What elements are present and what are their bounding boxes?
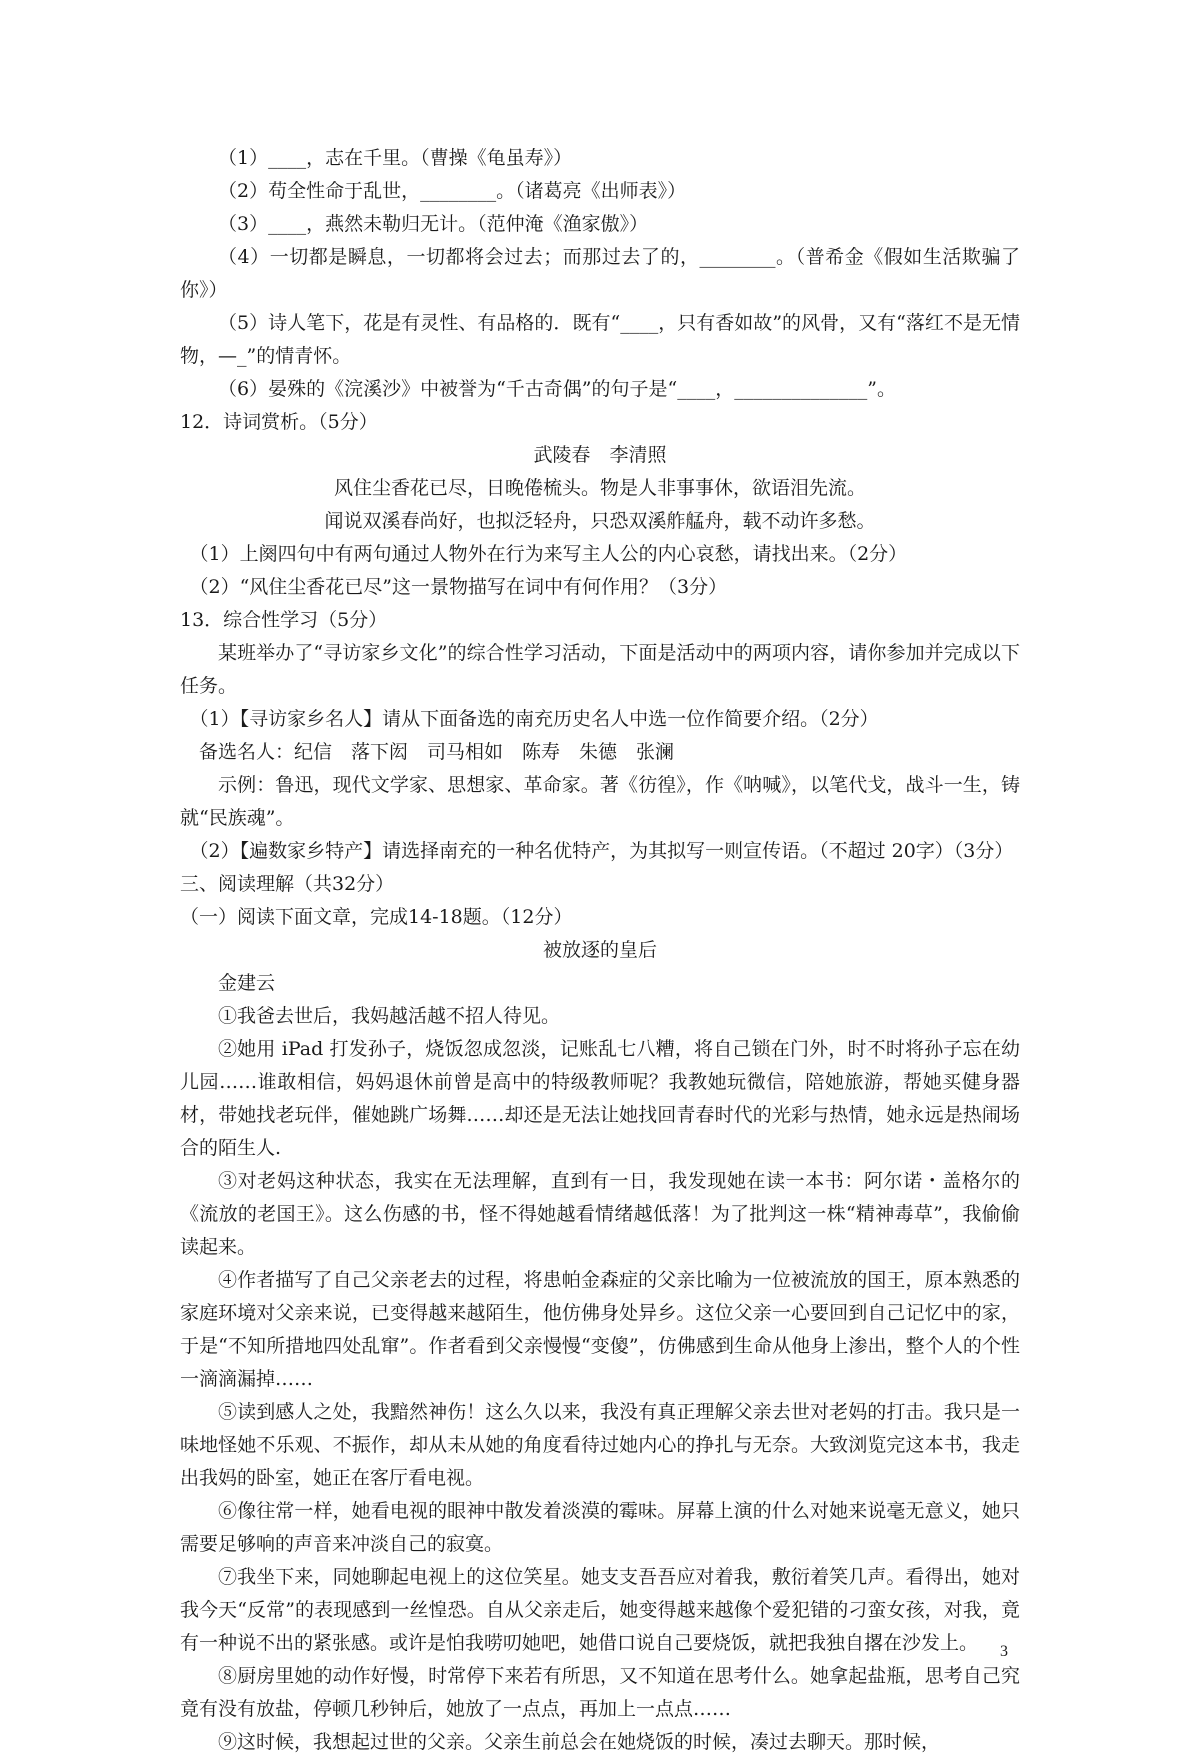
paragraph: ⑨这时候，我想起过世的父亲。父亲生前总会在她烧饭的时候，凑过去聊天。那时候， <box>218 1731 941 1753</box>
paragraph: ⑧厨房里她的动作好慢，时常停下来若有所思，又不知道在思考什么。她拿起盐瓶，思考自己究竟有没有放盐，停顿几秒钟后，她放了一点点，再加上一点点…… <box>180 1665 1020 1720</box>
section-heading: 三、阅读理解（共32分） <box>180 873 395 895</box>
text-line: （1）上阕四句中有两句通过人物外在行为来写主人公的内心哀愁，请找出来。（2分） <box>189 543 908 565</box>
question-heading: 12．诗词赏析。（5分） <box>180 411 378 433</box>
document-page <box>180 142 1020 1759</box>
text-line: （4）一切都是瞬息，一切都将会过去；而那过去了的，________。（普希金《假如生活欺骗了你》） <box>180 246 1020 301</box>
paragraph: ②她用 iPad 打发孙子，烧饭忽成忽淡，记账乱七八糟，将自己锁在门外，时不时将孙子忘在幼儿园……谁敢相信，妈妈退休前曾是高中的特级教师呢？我教她玩微信，陪她旅游，帮她买健身器材，带她找老玩伴，催她跳广场舞……却还是无法让她找回青春时代的光彩与热情，她永远是热闹场合的陌生人. <box>180 1038 1020 1159</box>
article-title: 被放逐的皇后 <box>542 939 657 961</box>
poem-line: 闻说双溪春尚好，也拟泛轻舟，只恐双溪舴艋舟，载不动许多愁。 <box>324 510 876 532</box>
paragraph: ⑤读到感人之处，我黯然神伤！这么久以来，我没有真正理解父亲去世对老妈的打击。我只是一味地怪她不乐观、不振作，却从未从她的角度看待过她内心的挣扎与无奈。大致浏览完这本书，我走出我妈的卧室，她正在客厅看电视。 <box>180 1401 1020 1489</box>
text-line: （6）晏殊的《浣溪沙》中被誉为“千古奇偶”的句子是“____，______________”。 <box>218 378 896 400</box>
paragraph: 某班举办了“寻访家乡文化”的综合性学习活动，下面是活动中的两项内容，请你参加并完成以下任务。 <box>180 642 1020 697</box>
paragraph: ③对老妈这种状态，我实在无法理解，直到有一日，我发现她在读一本书：阿尔诺・盖格尔的《流放的老国王》。这么伤感的书，怪不得她越看情绪越低落！为了批判这一株“精神毒草”，我偷偷读起来。 <box>180 1170 1020 1258</box>
question-heading: 13．综合性学习（5分） <box>180 609 388 631</box>
poem-title: 武陵春 李清照 <box>533 444 667 466</box>
paragraph: ①我爸去世后，我妈越活越不招人待见。 <box>218 1005 561 1027</box>
text-line: （2）“风住尘香花已尽”这一景物描写在词中有何作用？（3分） <box>189 576 728 598</box>
paragraph: 示例：鲁迅，现代文学家、思想家、革命家。著《彷徨》，作《呐喊》，以笔代戈，战斗一生，铸就“民族魂”。 <box>180 774 1020 829</box>
text-line: （3）____，燕然未勒归无计。（范仲淹《渔家傲》） <box>218 213 649 235</box>
text-line: （2）苟全性命于乱世，________。（诸葛亮《出师表》） <box>218 180 687 202</box>
paragraph: ④作者描写了自己父亲老去的过程，将患帕金森症的父亲比喻为一位被流放的国王，原本熟悉的家庭环境对父亲来说，已变得越来越陌生，他仿佛身处异乡。这位父亲一心要回到自己记忆中的家，于是“不知所措地四处乱窜”。作者看到父亲慢慢“变傻”，仿佛感到生命从他身上渗出，整个人的个性一滴滴漏掉…… <box>180 1269 1020 1390</box>
article-author: 金建云 <box>218 972 276 994</box>
paragraph: （2）【遍数家乡特产】请选择南充的一种名优特产，为其拟写一则宣传语。（不超过 20字）（3分） <box>189 840 1014 862</box>
paragraph: ⑦我坐下来，同她聊起电视上的这位笑星。她支支吾吾应对着我，敷衍着笑几声。看得出，她对我今天“反常”的表现感到一丝惶恐。自从父亲走后，她变得越来越像个爱犯错的刁蛮女孩，对我，竟有一种说不出的紧张感。或许是怕我唠叨她吧，她借口说自己要烧饭，就把我独自撂在沙发上。 <box>180 1566 1020 1654</box>
page-number: 3 <box>1000 1643 1008 1660</box>
poem-line: 风住尘香花已尽，日晚倦梳头。物是人非事事休，欲语泪先流。 <box>333 477 866 499</box>
text-line: （5）诗人笔下，花是有灵性、有品格的．既有“____，只有香如故”的风骨，又有“落红不是无情物，—_”的情青怀。 <box>180 312 1020 367</box>
text-line: （1）____，志在千里。（曹操《龟虽寿》） <box>218 147 573 169</box>
section-heading: （一）阅读下面文章，完成14-18题。（12分） <box>180 906 573 928</box>
text-line: （1）【寻访家乡名人】请从下面备选的南充历史名人中选一位作简要介绍。（2分） <box>189 708 879 730</box>
text-line: 备选名人：纪信 落下闳 司马相如 陈寿 朱德 张澜 <box>199 741 675 763</box>
paragraph: ⑥像往常一样，她看电视的眼神中散发着淡漠的霉味。屏幕上演的什么对她来说毫无意义，她只需要足够响的声音来冲淡自己的寂寞。 <box>180 1500 1020 1555</box>
